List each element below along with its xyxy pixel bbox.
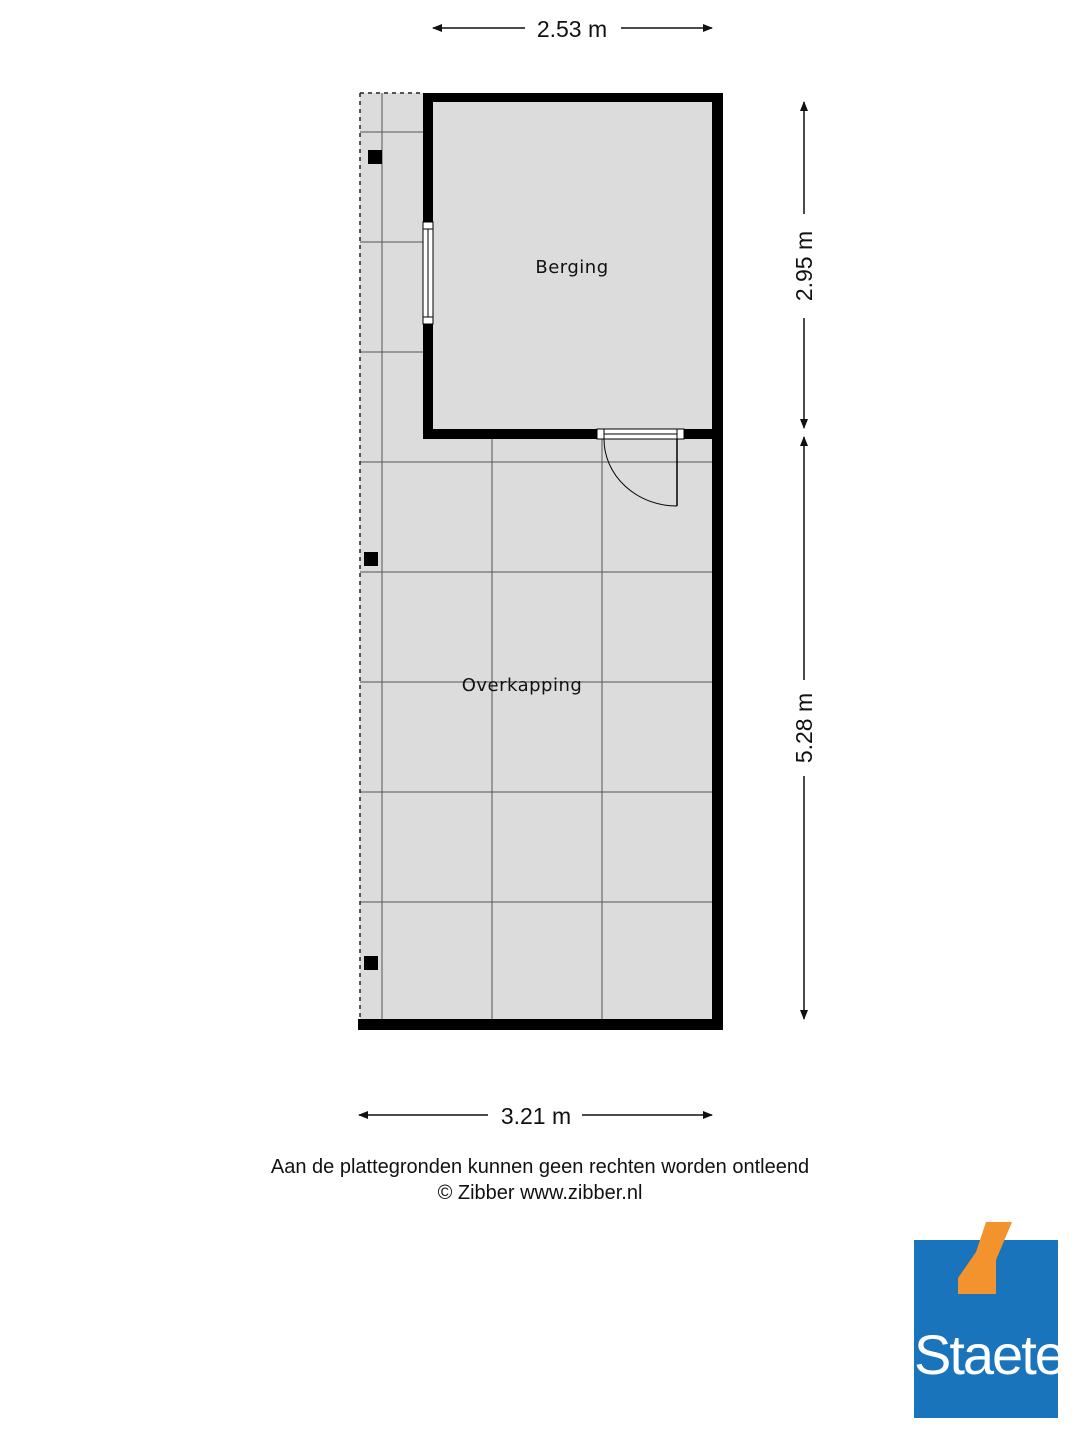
- window: [423, 222, 433, 324]
- disclaimer: [0, 1154, 1080, 1206]
- dimension-right-berging-label: 2.95 m: [791, 230, 817, 302]
- bottom-wall: [358, 1019, 723, 1030]
- post: [368, 150, 382, 164]
- berging-top-wall: [423, 93, 723, 102]
- side-strip-floor: [360, 93, 426, 438]
- room-label-overkapping: Overkapping: [461, 675, 583, 696]
- dimension-right-overkapping-label: 5.28 m: [791, 692, 817, 764]
- berging-right-wall: [712, 93, 723, 1030]
- staete-logo: [914, 1222, 1064, 1420]
- room-label-berging: Berging: [535, 257, 609, 278]
- dimension-top-label: 2.53 m: [536, 16, 608, 42]
- logo-text: Staete: [914, 1323, 1064, 1386]
- dimension-bottom-label: 3.21 m: [500, 1103, 572, 1129]
- post: [364, 552, 378, 566]
- overkapping-floor: [360, 433, 715, 1023]
- copyright-text: © Zibber www.zibber.nl: [437, 1182, 643, 1204]
- post: [364, 956, 378, 970]
- disclaimer-text: Aan de plattegronden kunnen geen rechten worden ontleend: [270, 1156, 810, 1178]
